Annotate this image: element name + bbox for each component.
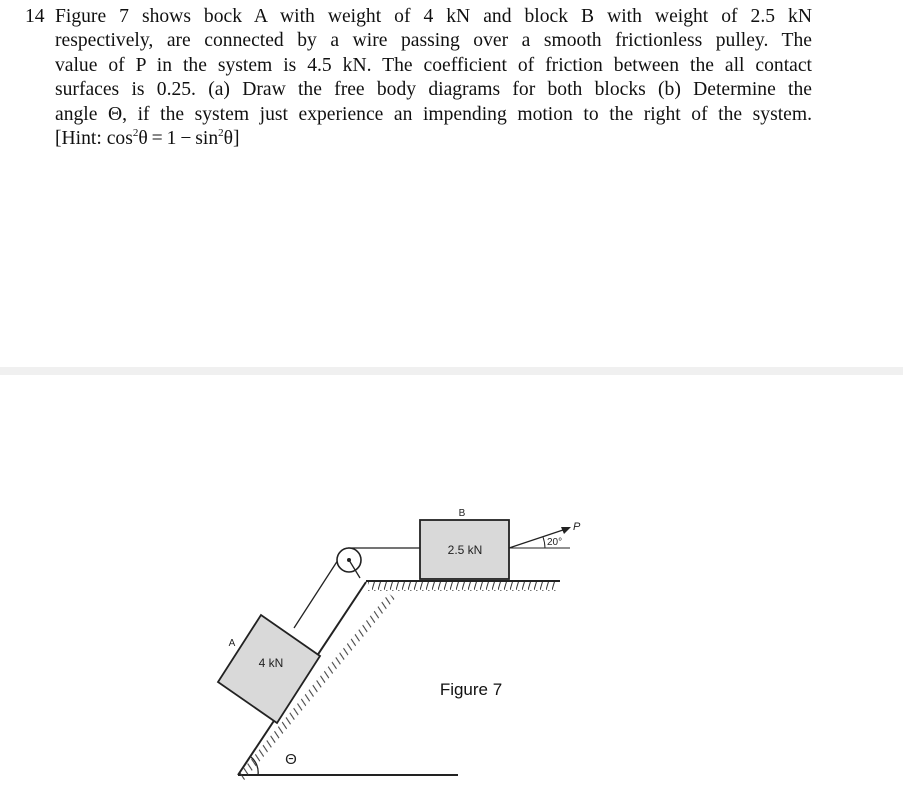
hint-suffix: θ]: [223, 128, 240, 150]
hint-prefix: [Hint: cos: [55, 128, 133, 150]
question-line: respectively, are connected by a wire passing over a smooth frictionless pulley. The: [55, 30, 812, 52]
hint-exponent: 2: [132, 127, 139, 140]
force-angle-label: 20°: [547, 537, 563, 548]
incline-angle-label: Θ: [285, 751, 297, 768]
question-number: 14: [25, 6, 45, 27]
question-line: angle Θ, if the system just experience an impending motion to the right of the system.: [55, 103, 812, 125]
question-line: surfaces is 0.25. (a) Draw the free body diagrams for both blocks (b) Determine the: [55, 79, 812, 101]
block-b-weight: 2.5 kN: [447, 543, 483, 557]
wire-to-block-a: [294, 560, 338, 628]
force-p-label: P: [573, 521, 581, 533]
question-line: value of P in the system is 4.5 kN. The coefficient of friction between the all contact: [55, 54, 812, 76]
force-angle-arc: [543, 537, 545, 548]
question-line: Figure 7 shows bock A with weight of 4 kN and block B with weight of 2.5 kN: [55, 6, 812, 27]
block-b-label: B: [458, 508, 466, 519]
hint-exponent: 2: [218, 127, 224, 140]
figure-caption: Figure 7: [439, 680, 503, 699]
hint-middle: θ = 1 − sin: [138, 128, 219, 150]
block-a-label: A: [228, 638, 236, 649]
force-p-arrowhead: [561, 527, 571, 534]
block-a-weight: 4 kN: [258, 656, 284, 670]
horizontal-hatching: [368, 582, 558, 591]
pulley: [337, 548, 361, 578]
